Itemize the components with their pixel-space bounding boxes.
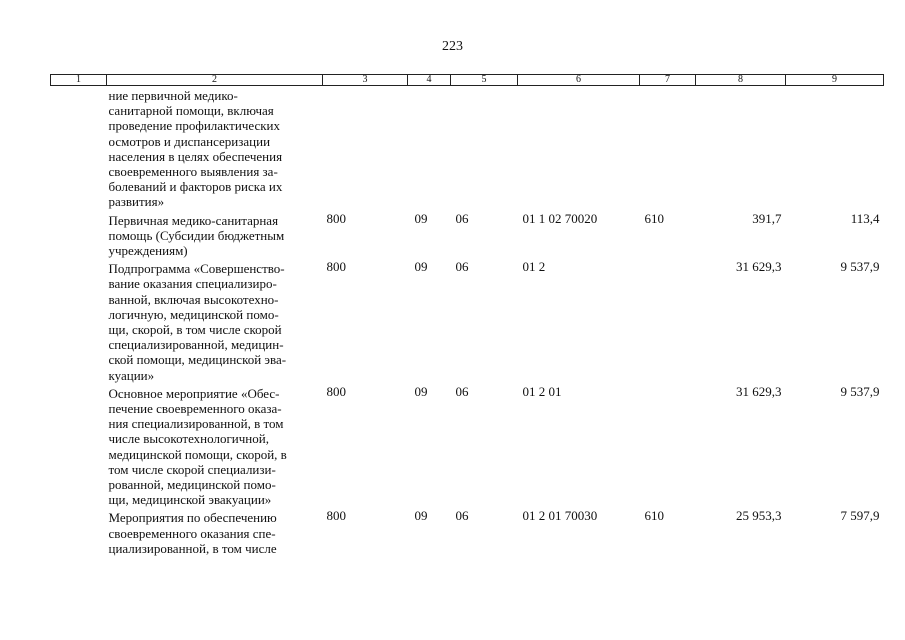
header-col-3: 3	[323, 75, 408, 86]
cell-col-8: 25 953,3	[736, 508, 782, 524]
cell-col-6: 01 2 01 70030	[522, 508, 598, 524]
cell-col-7	[640, 86, 696, 211]
cell-col-8: 31 629,3	[736, 383, 782, 399]
name-line: развития»	[108, 194, 165, 210]
name-line: ния специализированной, в том	[108, 416, 284, 432]
cell-col-6	[518, 86, 640, 211]
name-line: своевременного выявления за-	[108, 164, 278, 180]
cell-col-3: 800	[326, 210, 346, 226]
table-row	[51, 86, 884, 211]
cell-col-9: 113,4	[850, 210, 880, 226]
cell-col-1	[51, 384, 107, 509]
cell-col-7	[640, 384, 696, 509]
name-line: вание оказания специализиро-	[108, 276, 277, 292]
header-col-9: 9	[786, 75, 884, 86]
name-line: специализированной, медицин-	[108, 337, 284, 353]
name-line: логичную, медицинской помо-	[108, 306, 279, 322]
cell-col-5: 06	[455, 383, 469, 399]
name-line: своевременного оказания спе-	[108, 525, 276, 541]
table-row	[51, 508, 884, 557]
name-line: Основное мероприятие «Обес-	[108, 385, 280, 401]
cell-col-5: 06	[455, 259, 469, 275]
cell-col-9: 7 597,9	[840, 508, 880, 524]
name-line: ской помощи, медицинской эва-	[108, 352, 287, 368]
cell-col-4: 09	[414, 508, 428, 524]
name-line: ванной, включая высокотехно-	[108, 291, 279, 307]
header-col-6: 6	[518, 75, 640, 86]
cell-col-9: 9 537,9	[840, 259, 880, 275]
header-col-4: 4	[408, 75, 451, 86]
cell-col-5: 06	[455, 508, 469, 524]
table-row	[51, 211, 884, 260]
cell-col-1	[51, 259, 107, 384]
budget-table	[50, 74, 884, 557]
header-col-7: 7	[640, 75, 696, 86]
cell-name	[107, 211, 323, 260]
cell-col-6: 01 2 01	[522, 383, 562, 399]
name-line: печение своевременного оказа-	[108, 401, 282, 417]
name-line: учреждениям)	[108, 243, 188, 259]
name-line: циализированной, в том числе	[108, 540, 277, 556]
cell-col-4: 09	[414, 210, 428, 226]
table-row	[51, 384, 884, 509]
cell-col-3: 800	[326, 383, 346, 399]
name-line: медицинской помощи, скорой, в	[108, 446, 287, 462]
cell-name	[107, 259, 323, 384]
name-line: том числе скорой специализи-	[108, 461, 276, 477]
name-line: Первичная медико-санитарная	[108, 212, 279, 228]
cell-col-3: 800	[326, 508, 346, 524]
cell-col-1	[51, 86, 107, 211]
cell-col-6: 01 2	[522, 259, 546, 275]
cell-col-8: 391,7	[752, 210, 782, 226]
name-line: числе высокотехнологичной,	[108, 431, 269, 447]
name-line: Мероприятия по обеспечению	[108, 510, 277, 526]
cell-col-9	[786, 86, 884, 211]
name-line: помощь (Субсидии бюджетным	[108, 227, 285, 243]
header-col-8: 8	[696, 75, 786, 86]
cell-col-4: 09	[414, 259, 428, 275]
name-line: рованной, медицинской помо-	[108, 477, 276, 493]
header-col-2: 2	[107, 75, 323, 86]
cell-col-7	[640, 259, 696, 384]
name-line: осмотров и диспансеризации	[108, 133, 271, 149]
name-line: щи, скорой, в том числе скорой	[108, 322, 282, 338]
name-line: санитарной помощи, включая	[108, 103, 274, 119]
cell-col-1	[51, 211, 107, 260]
cell-col-7: 610	[644, 210, 664, 226]
header-col-1: 1	[51, 75, 107, 86]
name-line: Подпрограмма «Совершенство-	[108, 261, 285, 277]
name-line: щи, медицинской эвакуации»	[108, 492, 272, 508]
cell-name	[107, 86, 323, 211]
page-number: 223	[442, 39, 463, 54]
name-line: куации»	[108, 367, 155, 383]
cell-col-5: 06	[455, 210, 469, 226]
cell-col-8	[696, 86, 786, 211]
name-line: ние первичной медико-	[108, 88, 238, 103]
header-col-5: 5	[451, 75, 518, 86]
name-line: проведение профилактических	[108, 118, 280, 134]
cell-col-4	[408, 86, 451, 211]
cell-col-6: 01 1 02 70020	[522, 210, 598, 226]
cell-name	[107, 384, 323, 509]
cell-col-1	[51, 508, 107, 557]
cell-col-3	[323, 86, 408, 211]
cell-col-7: 610	[644, 508, 664, 524]
cell-col-9: 9 537,9	[840, 383, 880, 399]
cell-name	[107, 508, 323, 557]
table-header-row	[51, 75, 884, 86]
table-row	[51, 259, 884, 384]
cell-col-5	[451, 86, 518, 211]
name-line: болеваний и факторов риска их	[108, 179, 283, 195]
cell-col-4: 09	[414, 383, 428, 399]
cell-col-8: 31 629,3	[736, 259, 782, 275]
name-line: населения в целях обеспечения	[108, 148, 283, 164]
cell-col-3: 800	[326, 259, 346, 275]
